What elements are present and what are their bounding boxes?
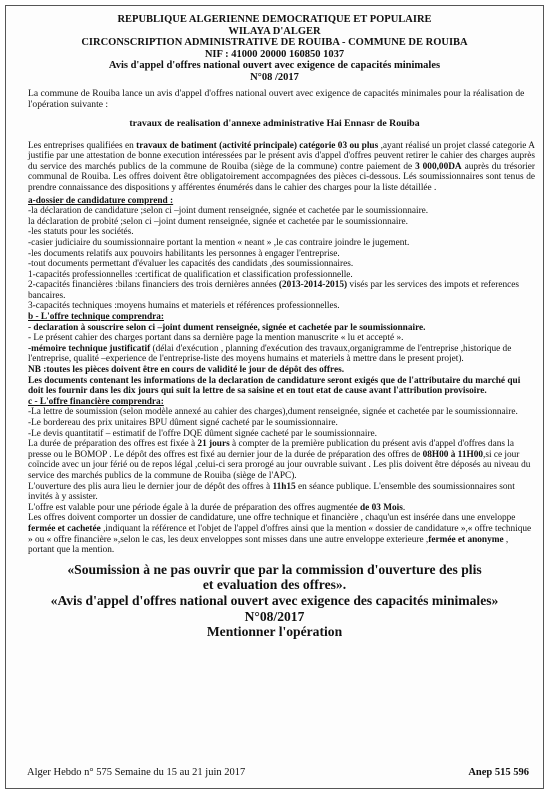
mention-line: «Soumission à ne pas ouvrir que par la commission d'ouverture des plis xyxy=(67,561,482,577)
memo-text: (délai d'exécution , planning d'exécution des travaux,organigramme de l'entreprise ,historique de l'entreprise, qualité –experience de l'entreprise-liste des moyens humains et materiels à mettre dans le present projet). xyxy=(28,343,512,365)
validity-text: L'offre est valable pour une période égale à la durée de préparation des offres augmentée xyxy=(28,502,360,513)
section-a-item: 1-capacités professionnelles :certificat de qualification et classification professionnelle. xyxy=(28,269,353,280)
deadline-text: La durée de préparation des offres est fixée à xyxy=(28,439,198,450)
notice-body xyxy=(28,141,535,556)
operation-title: travaux de realisation d'annexe administrative Hai Ennasr de Rouiba xyxy=(129,117,420,129)
section-c-item: -La lettre de soumission (selon modèle annexé au cahier des charges),dument renseignée, signée et cachetée par le soumissionnaire. xyxy=(28,407,518,418)
mention-line: et evaluation des offres». xyxy=(202,577,347,593)
notice-page xyxy=(5,5,544,789)
eligibility-paragraph xyxy=(28,141,535,194)
section-a-technical: 3-capacités techniques :moyens humains et materiels et références professionnelles. xyxy=(28,301,340,312)
validity-duration: de 03 Mois xyxy=(360,502,403,513)
section-c-item: -Le devis quantitatif – estimatif de l'offre DQE dûment signée cacheté par le soumissionnaire. xyxy=(28,428,377,439)
eligibility-text: ,ayant réalisé un projet classé categorie A justifie par une attestation de bonne execution intéressées par le présent avis d'appel d'offres peuvent retirer le cahier des charges auprès du service des marchés publics de la commune de Rouiba (siège de la commune) contre paiement de xyxy=(28,140,536,172)
section-a-item: -casier judiciaire du soumissionnaire portant la mention « neant » ,le cas contraire joindre le jugement. xyxy=(28,237,410,248)
header-number: N°08 /2017 xyxy=(250,71,299,83)
opening-text: L'ouverture des plis aura lieu le dernier jour de dépôt des offres à xyxy=(28,481,273,492)
deadline-days: 21 jours xyxy=(197,439,230,450)
header-republic: REPUBLIQUE ALGERIENNE DEMOCRATIQUE ET POPULAIRE xyxy=(117,14,432,25)
header-nif: NIF : 41000 20000 160850 1037 xyxy=(204,48,345,60)
section-a-item: -les statuts pour les sociétés. xyxy=(28,227,134,238)
envelope-anonymous: fermée et anonyme xyxy=(428,534,504,545)
section-b-title: b - L'offre technique comprendra: xyxy=(28,312,164,323)
mention-line: «Avis d'appel d'offres national ouvert avec exigence des capacités minimales» xyxy=(50,592,499,608)
publication-footer xyxy=(27,767,529,778)
section-a-item: -tout documents permettant d'évaluer les capacités des candidats ,des soumissionnaires. xyxy=(28,259,354,270)
validity-text: . xyxy=(402,502,406,513)
financial-text: 2-capacités financières :bilans financiers des trois dernières années xyxy=(28,280,279,291)
section-a-title: a-dossier de candidature comprend : xyxy=(28,195,174,206)
validity-paragraph xyxy=(28,503,535,514)
opening-time: 11h15 xyxy=(272,481,296,492)
section-b-memo xyxy=(28,344,535,365)
envelope-mention xyxy=(6,562,543,640)
eligibility-text: auprès du trésorier communal de Rouiba. Les offres doivent être obligatoirement accompagnées des pièces ci-dessous. Lés soumissionnaires sont tenus de prendre connaissance des dispositions y afférentes énumérés dans le cahier des charges pour la liste détaillée . xyxy=(28,161,535,193)
mention-line: Mentionner l'opération xyxy=(206,624,343,640)
envelope-sealed: fermée et cachetée xyxy=(28,523,101,534)
section-a-item: la déclaration de probité ;selon ci –joint dument renseignée, signée et cachetée par le soumissionnaire. xyxy=(28,216,409,227)
envelope-text: ,indiquant la référence et l'objet de l'appel d'offres ainsi que la mention « dossier de candidature »,« offre technique » ou « offre financière »,selon le cas, les deux enveloppes sont misses dans une autre enveloppe exterieure , xyxy=(28,523,532,545)
section-b-item: - declaration à souscrire selon ci –joint dument renseignée, signée et cachetée par le soumissionnaire. xyxy=(28,322,426,333)
section-a-financial xyxy=(28,280,535,301)
eligibility-text: Les entreprises qualifiées en xyxy=(28,140,137,151)
header-circonscription: CIRCONSCRIPTION ADMINISTRATIVE DE ROUIBA - COMMUNE DE ROUIBA xyxy=(81,37,468,49)
nb-note: NB :toutes les pièces doivent être en cours de validité le jour de dépôt des offres. xyxy=(28,365,345,376)
section-a-item: -les documents relatifs aux pouvoirs habilitants les personnes à engager l'entreprise. xyxy=(28,248,340,259)
deadline-text: ,si ce jour coïncide avec un jour férié ou de repos légal ,celui-ci sera prorogé au jour ouvrable suivant . Les plis doivent être déposés au niveau du service des marchés publics de la commune de Rouiba (siège de l'APC). xyxy=(28,449,531,481)
intro-text: La commune de Rouiba lance un avis d'appel d'offres national ouvert avec exigence de capacités minimales pour la réalisation de l'opération suivante : xyxy=(28,87,525,110)
envelope-paragraph xyxy=(28,513,535,555)
envelope-text: , portant que la mention. xyxy=(28,534,509,556)
deadline-hours: 08H00 à 11H00 xyxy=(422,449,483,460)
section-c-title: c - L'offre financière comprendra: xyxy=(28,396,164,407)
opening-text: en séance publique. L'ensemble des soumissionnaires sont invités à y assister. xyxy=(28,481,515,503)
deadline-paragraph xyxy=(28,439,535,481)
deadline-text: à compter de la première publication du présent avis d'appel d'offres dans la presse ou le BOMOP . Le dépôt des offres est fixé au dernier jour de la durée de préparation des offres de xyxy=(28,439,515,460)
envelope-text: Les offres doivent comporter un dossier de candidature, une offre technique et financière , chaqu'un est insérée dans une enveloppe xyxy=(28,513,516,524)
eligibility-category: travaux de batiment (activité principale) catégorie 03 ou plus xyxy=(136,140,379,151)
notice-header xyxy=(6,14,543,84)
section-a-item: -la déclaration de candidature ;selon ci –joint dument renseignée, signée et cachetée par le soumissionnaire. xyxy=(28,206,429,217)
header-title: Avis d'appel d'offres national ouvert avec exigence de capacités minimales xyxy=(108,60,441,72)
documents-note: Les documents contenant les informations de la declaration de candidature seront exigés que de l'attributaire du marché qui doit les fournir dans les dix jours qui suit la lettre de sa saisine et en tout etat de cause avant l'attribution provisoire. xyxy=(28,375,521,397)
mention-line: N°08/2017 xyxy=(244,608,305,624)
opening-paragraph xyxy=(28,482,535,503)
anep-reference: Anep 515 596 xyxy=(468,767,529,778)
financial-text: visés par les services des impots et references bancaires. xyxy=(28,280,520,301)
financial-years: (2013-2014-2015) xyxy=(278,280,348,291)
section-c-item: -Le bordereau des prix unitaires BPU dûment signé cacheté par le soumissionnaire. xyxy=(28,418,338,428)
memo-label: -mémoire technique justificatif xyxy=(28,343,151,354)
eligibility-fee: 3 000,00DA xyxy=(415,161,462,172)
section-b-item: - Le présent cahier des charges portant dans sa dernière page la mention manuscrite « lu et accepté ». xyxy=(28,333,404,344)
header-wilaya: WILAYA D'ALGER xyxy=(228,25,321,37)
publication-source: Alger Hebdo n° 575 Semaine du 15 au 21 juin 2017 xyxy=(27,767,246,778)
